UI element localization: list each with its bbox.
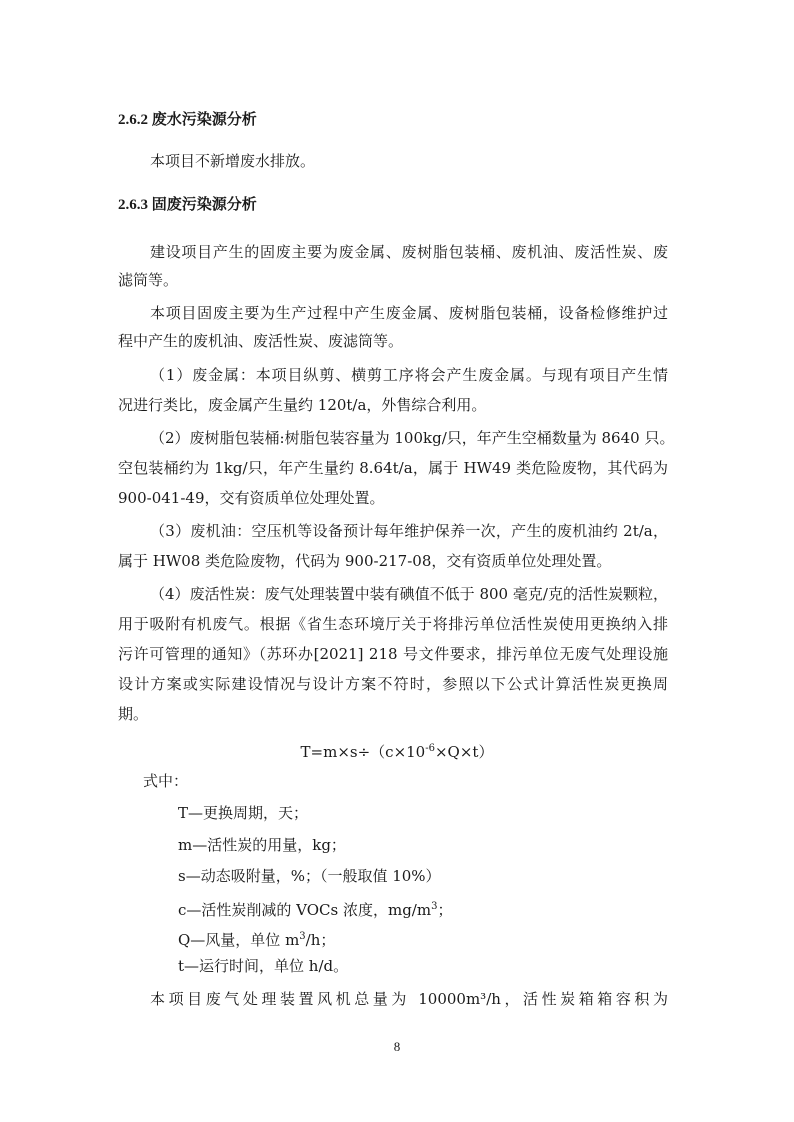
- paragraph-line: 滤筒等。: [118, 271, 179, 289]
- section-heading-2-6-3: 2.6.3 固废污染源分析: [118, 197, 257, 213]
- var-c-text: c—活性炭削减的 VOCs 浓度，mg/m: [178, 901, 432, 919]
- variable-definition: t—运行时间，单位 h/d。: [178, 957, 349, 975]
- list-item-scrap-metal: （1）废金属：本项目纵剪、横剪工序将会产生废金属。与现有项目产生情: [150, 366, 668, 384]
- variable-definition: T—更换周期，天；: [178, 804, 309, 822]
- var-c-tail: ；: [437, 901, 453, 919]
- paragraph-wastewater: 本项目不新增废水排放。: [150, 152, 316, 170]
- list-item-resin-bucket: （2）废树脂包装桶:树脂包装容量为 100kg/只，年产生空桶数量为 8640 只。: [150, 429, 675, 447]
- var-c-superscript: 3: [431, 901, 438, 912]
- list-item-waste-oil: （3）废机油：空压机等设备预计每年维护保养一次，产生的废机油约 2t/a，: [150, 522, 668, 540]
- var-q-tail: /h；: [305, 931, 336, 949]
- paragraph-line: 空包装桶约为 1kg/只，年产生量约 8.64t/a，属于 HW49 类危险废物，其代码为: [118, 459, 668, 477]
- paragraph-line: 属于 HW08 类危险废物，代码为 900-217-08，交有资质单位处理处置。: [118, 552, 612, 570]
- variable-definition: [178, 927, 335, 950]
- var-q-text: Q—风量，单位 m: [178, 931, 300, 949]
- list-item-activated-carbon: （4）废活性炭：废气处理装置中装有碘值不低于 800 毫克/克的活性炭颗粒，: [150, 585, 668, 603]
- paragraph-line: 程中产生的废机油、废活性炭、废滤筒等。: [118, 332, 404, 350]
- paragraph-line: 900-041-49，交有资质单位处理处置。: [118, 489, 385, 507]
- formula-exponent: -6: [425, 743, 435, 754]
- formula-tail: ×Q×t）: [434, 743, 494, 761]
- variable-definition: s—动态吸附量，%；（一般取值 10%）: [178, 867, 441, 885]
- var-q-superscript: 3: [299, 931, 306, 942]
- paragraph-line: 况进行类比，废金属产生量约 120t/a，外售综合利用。: [118, 396, 487, 414]
- paragraph-line: 本项目固废主要为生产过程中产生废金属、废树脂包装桶，设备检修维护过: [150, 304, 668, 322]
- where-label: 式中：: [143, 772, 189, 790]
- formula: [0, 739, 794, 762]
- paragraph-line: 设计方案或实际建设情况与设计方案不符时，参照以下公式计算活性炭更换周: [118, 675, 668, 693]
- paragraph-line: 建设项目产生的固废主要为废金属、废树脂包装桶、废机油、废活性炭、废: [150, 243, 668, 261]
- paragraph-line: 期。: [118, 705, 149, 723]
- section-heading-2-6-2: 2.6.2 废水污染源分析: [118, 112, 257, 128]
- paragraph-line: 污许可管理的通知》（苏环办[2021] 218 号文件要求，排污单位无废气处理设施: [118, 645, 668, 663]
- paragraph-line: 本项目废气处理装置风机总量为 10000m³/h，活性炭箱箱容积为: [150, 990, 668, 1008]
- variable-definition: [178, 897, 452, 920]
- page-number: 8: [393, 1039, 401, 1054]
- variable-definition: m—活性炭的用量，kg；: [178, 836, 346, 854]
- paragraph-line: 用于吸附有机废气。根据《省生态环境厅关于将排污单位活性炭使用更换纳入排: [118, 615, 668, 633]
- formula-main: T=m×s÷（c×10: [300, 743, 426, 761]
